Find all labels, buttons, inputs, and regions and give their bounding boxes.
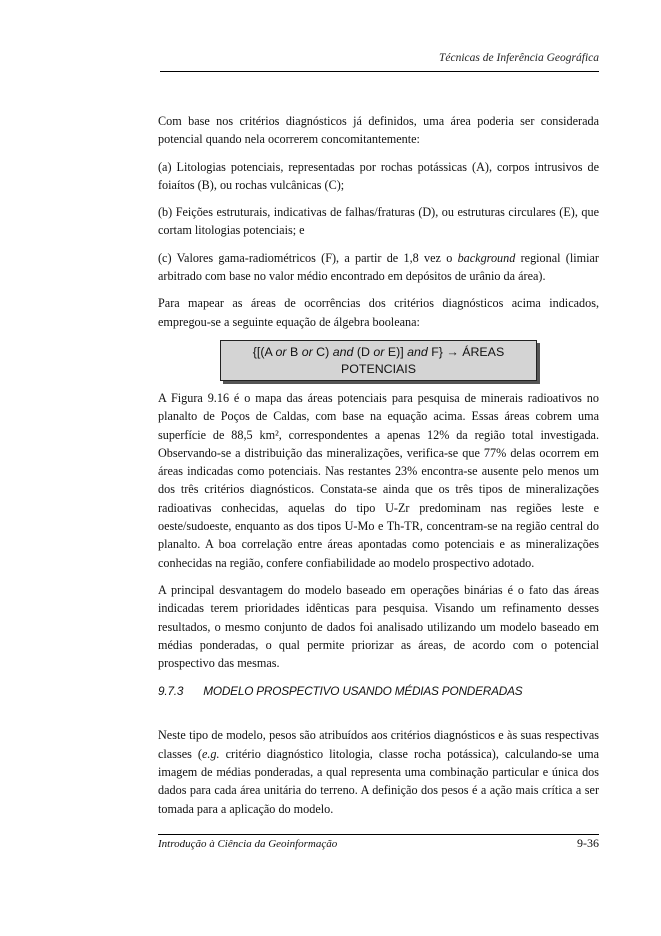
criterion-c-text-start: (c) Valores gama-radiométricos (F), a partir de 1,8 vez o: [158, 250, 458, 265]
paragraph-weighted-model: [158, 726, 599, 817]
formula-operator: or: [275, 344, 287, 359]
weighted-model-eg: e.g.: [201, 746, 220, 761]
header-divider: [160, 71, 599, 72]
paragraph-equation-intro: Para mapear as áreas de ocorrências dos critérios diagnósticos acima indicados, empregou-se a seguinte equação de álgebra booleana:: [158, 296, 599, 329]
formula-operator: and: [332, 344, 354, 359]
paragraph-criterion-a: (a) Litologias potenciais, representadas por rochas potássicas (A), corpos intrusivos de foiaítos (B), ou rochas vulcânicas (C);: [158, 159, 599, 192]
paragraph-binary-model-disadvantage: A principal desvantagem do modelo baseado em operações binárias é o fato das áreas indicadas terem prioridades idênticas para pesquisa. Visando um refinamento desses resultados, o mesmo conjunto de dados foi analisado utilizando um modelo baseado em médias ponderadas, o qual permite priorizar as áreas, de acordo com o potencial prospectivo das mesmas.: [158, 582, 599, 671]
footer-divider: [158, 834, 599, 835]
paragraph-criterion-b: (b) Feições estruturais, indicativas de falhas/fraturas (D), ou estruturas circulares (E), que cortam litologias potenciais; e: [158, 205, 599, 238]
weighted-model-text-end: critério diagnóstico litologia, classe rocha potássica), calculando-se uma imagem de médias ponderadas, a qual representa uma combinação particular e única dos dados para cada área unitária do terreno. A definição dos pesos é a ação mais crítica a ser tomada para a aplicação do modelo.: [158, 746, 600, 816]
page-body: [158, 112, 599, 827]
section-heading: [158, 684, 599, 698]
boolean-equation-box: [220, 340, 537, 381]
running-header-title: Técnicas de Inferência Geográfica: [439, 52, 599, 64]
formula-part: C): [312, 344, 333, 359]
criterion-c-background-term: background: [457, 250, 516, 265]
formula-operator: and: [407, 344, 428, 359]
formula-operator: or: [301, 344, 313, 359]
formula-result: F} → ÁREAS POTENCIAIS: [340, 344, 508, 376]
criterion-c-text-end: regional (limiar arbitrado com base no valor médio encontrado em depósitos de urânio da área).: [158, 250, 599, 284]
formula-part: E)]: [384, 344, 408, 359]
weighted-model-text-start: Neste tipo de modelo, pesos são atribuídos aos critérios diagnósticos e às suas respectivas classes (: [158, 728, 599, 761]
formula-part: {[(A: [252, 344, 276, 359]
paragraph-figure-discussion: A Figura 9.16 é o mapa das áreas potenciais para pesquisa de minerais radioativos no planalto de Poços de Caldas, com base na equação acima. Essas áreas cobrem uma superfície de 88,5 km², correspondentes a apenas 12% da região total investigada. Observando-se a distribuição das mineralizações, verifica-se que 77% delas ocorrem em áreas indicadas como potenciais. Nas restantes 23% encontra-se ausente pelo menos um dos três critérios diagnósticos. Constata-se ainda que os três tipos de mineralizações radioativas conhecidas, aquelas do tipo U-Zr predominam nas regiões leste e oeste/sudoeste, enquanto as dos tipos U-Mo e Th-TR, concentram-se na região central do planalto. A boa correlação entre áreas apontadas como potenciais e as mineralizações conhecidas na região, confere confiabilidade ao modelo prospectivo adotado.: [158, 390, 599, 570]
formula-part: (D: [353, 344, 374, 359]
footer-book-title: Introdução à Ciência da Geoinformação: [158, 838, 338, 850]
formula-operator: or: [373, 344, 385, 359]
formula-part: B: [286, 344, 302, 359]
section-number: 9.7.3: [158, 684, 184, 699]
page-number: 9-36: [577, 836, 599, 850]
section-title: MODELO PROSPECTIVO USANDO MÉDIAS PONDERADAS: [203, 684, 523, 699]
paragraph-intro: Com base nos critérios diagnósticos já definidos, uma área poderia ser considerada potencial quando nela ocorrerem concomitantemente:: [158, 114, 599, 147]
paragraph-criterion-c: [158, 249, 599, 286]
